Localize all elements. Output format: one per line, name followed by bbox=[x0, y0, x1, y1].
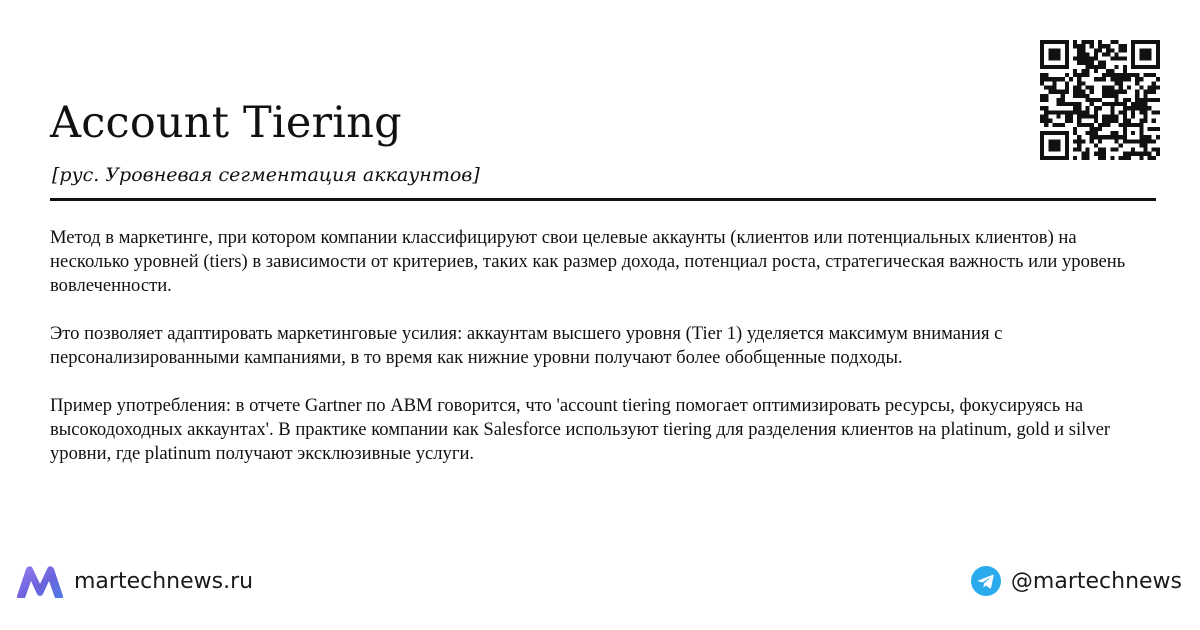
martechnews-logo-icon bbox=[14, 564, 66, 598]
page-title: Account Tiering bbox=[50, 98, 402, 148]
paragraph-purpose: Это позволяет адаптировать маркетинговые усилия: аккаунтам высшего уровня (Tier 1) уделяется максимум внимания с персонализированными кампаниями, в то время как нижние уровни получают более обобщенные подходы. bbox=[50, 323, 1003, 368]
divider bbox=[50, 198, 1156, 201]
definition-body bbox=[50, 226, 1160, 490]
paragraph-example: Пример употребления: в отчете Gartner по ABM говорится, что 'account tiering помогает оптимизировать ресурсы, фокусируясь на высокодоходных аккаунтах'. В практике компании как Salesforce используют tiering для разделения клиентов на platinum, gold и silver уровни, где platinum получают эксклюзивные услуги. bbox=[50, 395, 1111, 464]
telegram-handle: @martechnews bbox=[1010, 568, 1182, 594]
telegram-icon bbox=[971, 566, 1001, 596]
site-link[interactable] bbox=[14, 563, 253, 599]
telegram-link[interactable] bbox=[971, 563, 1182, 599]
paragraph-definition: Метод в маркетинге, при котором компании классифицируют свои целевые аккаунты (клиентов или потенциальных клиентов) на несколько уровней (tiers) в зависимости от критериев, таких как размер дохода, потенциал роста, стратегическая важность или уровень вовлеченности. bbox=[50, 227, 1126, 296]
qr-code bbox=[1040, 40, 1160, 160]
translation-subtitle: [рус. Уровневая сегментация аккаунтов] bbox=[52, 164, 480, 186]
site-name: martechnews.ru bbox=[74, 568, 254, 594]
